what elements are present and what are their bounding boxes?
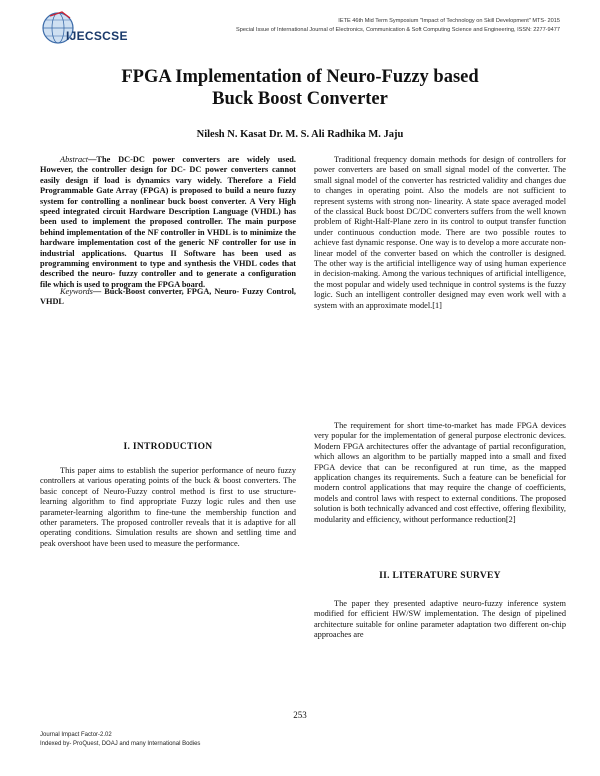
abstract-label: Abstract: [60, 155, 89, 164]
introduction-paragraph: [40, 466, 296, 549]
footer-indexing: Indexed by- ProQuest, DOAJ and many International Bodies: [40, 741, 201, 747]
keywords-label: Keywords: [60, 287, 93, 296]
literature-paragraph: [314, 599, 566, 641]
section-heading-introduction: I. INTRODUCTION: [123, 442, 213, 452]
right-paragraph-1: [314, 155, 566, 311]
section-heading-literature-survey: II. LITERATURE SURVEY: [379, 571, 501, 581]
keywords-text: — Buck-Boost converter, FPGA, Neuro- Fuzzy Control, VHDL: [40, 287, 296, 307]
right-para1-text: Traditional frequency domain methods for design of controllers for power converters are based on small signal model of the converter. The small signal model of the converter has restricted validity and changes due to changes in operating point. Also the models are not sufficient to represent systems with strong non- linearity. A state space averaged model of the classical Buck boost DC/DC converters suffers from the well known problem of Right-Half-Plane zero in its control to output transfer function under continuous conduction mode. There are two possible routes to achieve fast dynamic response. One way is to develop a more accurate non-linear model of the converter based on which the controller is designed. The other way is the artificial intelligence way of using human experience in decision-making. Among the various techniques of artificial intelligence, the most popular and widely used technique in control systems is the fuzzy logic. Such an intelligent controller designed may even work well with a system with an approximate model.[1]: [314, 155, 566, 310]
authors: Nilesh N. Kasat Dr. M. S. Ali Radhika M. Jaju: [196, 129, 404, 140]
footer-impact-factor: Journal Impact Factor-2.02: [40, 732, 112, 738]
right-paragraph-2: [314, 421, 566, 525]
paper-title-line1: FPGA Implementation of Neuro-Fuzzy based: [121, 67, 479, 87]
intro-text: This paper aims to establish the superior performance of neuro fuzzy controllers at various operating points of the buck & boost converters. The basic concept of Neuro-Fuzzy control method is first to use structure-learning algorithm to find appropriate Fuzzy logic rules and then use parameter-learning algorithm to fine-tune the membership function and other parameters. The proposed controller reveals that it is adaptive for all operating conditions. Simulation results are shown and settling time and peak overshoot have been used to measure the performance.: [40, 466, 296, 548]
abstract-text: —The DC-DC power converters are widely used. However, the controller design for DC- DC power converters cannot easily design if load is dynamics vary widely. Therefore a Field Programmable Gate Array (FPGA) is proposed to build a neuro fuzzy system for controlling a nonlinear buck boost converter. A Very High speed integrated circuit Hardware Description Language (VHDL) has been used to implement the proposed controller. The main purpose behind implementation of the NF controller in VHDL is to minimize the hardware implementation cost of the generic NF controller for use in industrial applications. Quartus II Software has been used as programming environment to type and synthesis the VHDL codes that described the neuro- fuzzy controller and to generate a configuration file which is used to program the FPGA board.: [40, 155, 296, 289]
paper-title-line2: Buck Boost Converter: [212, 89, 388, 109]
abstract-block: [40, 155, 296, 290]
logo-text: IJECSCSE: [66, 29, 128, 43]
header-symposium: IETE 46th Mid Term Symposium "Impact of Technology on Skill Development" MTS- 2015: [338, 18, 560, 24]
right-para2-text: The requirement for short time-to-market has made FPGA devices very popular for the implementation of general purpose electronic devices. Modern FPGA architectures offer the advantage of partial reconfiguration, which allows an algorithm to be partially mapped into a small and fixed FPGA device that can be reconfigured at run time, as the mapped application changes its requirements. Such a feature can be beneficial for modern control applications that may require the change of coefficients, models and control laws with respect to external conditions. The proposed solution is both technically advanced and cost effective, offering flexibility, modularity and efficiency, without performance reduction[2]: [314, 421, 566, 524]
page-number: 253: [293, 710, 307, 720]
lit-text: The paper they presented adaptive neuro-fuzzy inference system modified for efficient HW/SW implementation. The design of pipelined architecture suitable for online parameter adaptation two different on-chip approaches are: [314, 599, 566, 640]
keywords-block: [40, 287, 296, 308]
journal-logo: [40, 8, 136, 48]
header-journal: Special Issue of International Journal of Electronics, Communication & Soft Computing Science and Engineering, ISSN: 2277-9477: [235, 27, 560, 33]
